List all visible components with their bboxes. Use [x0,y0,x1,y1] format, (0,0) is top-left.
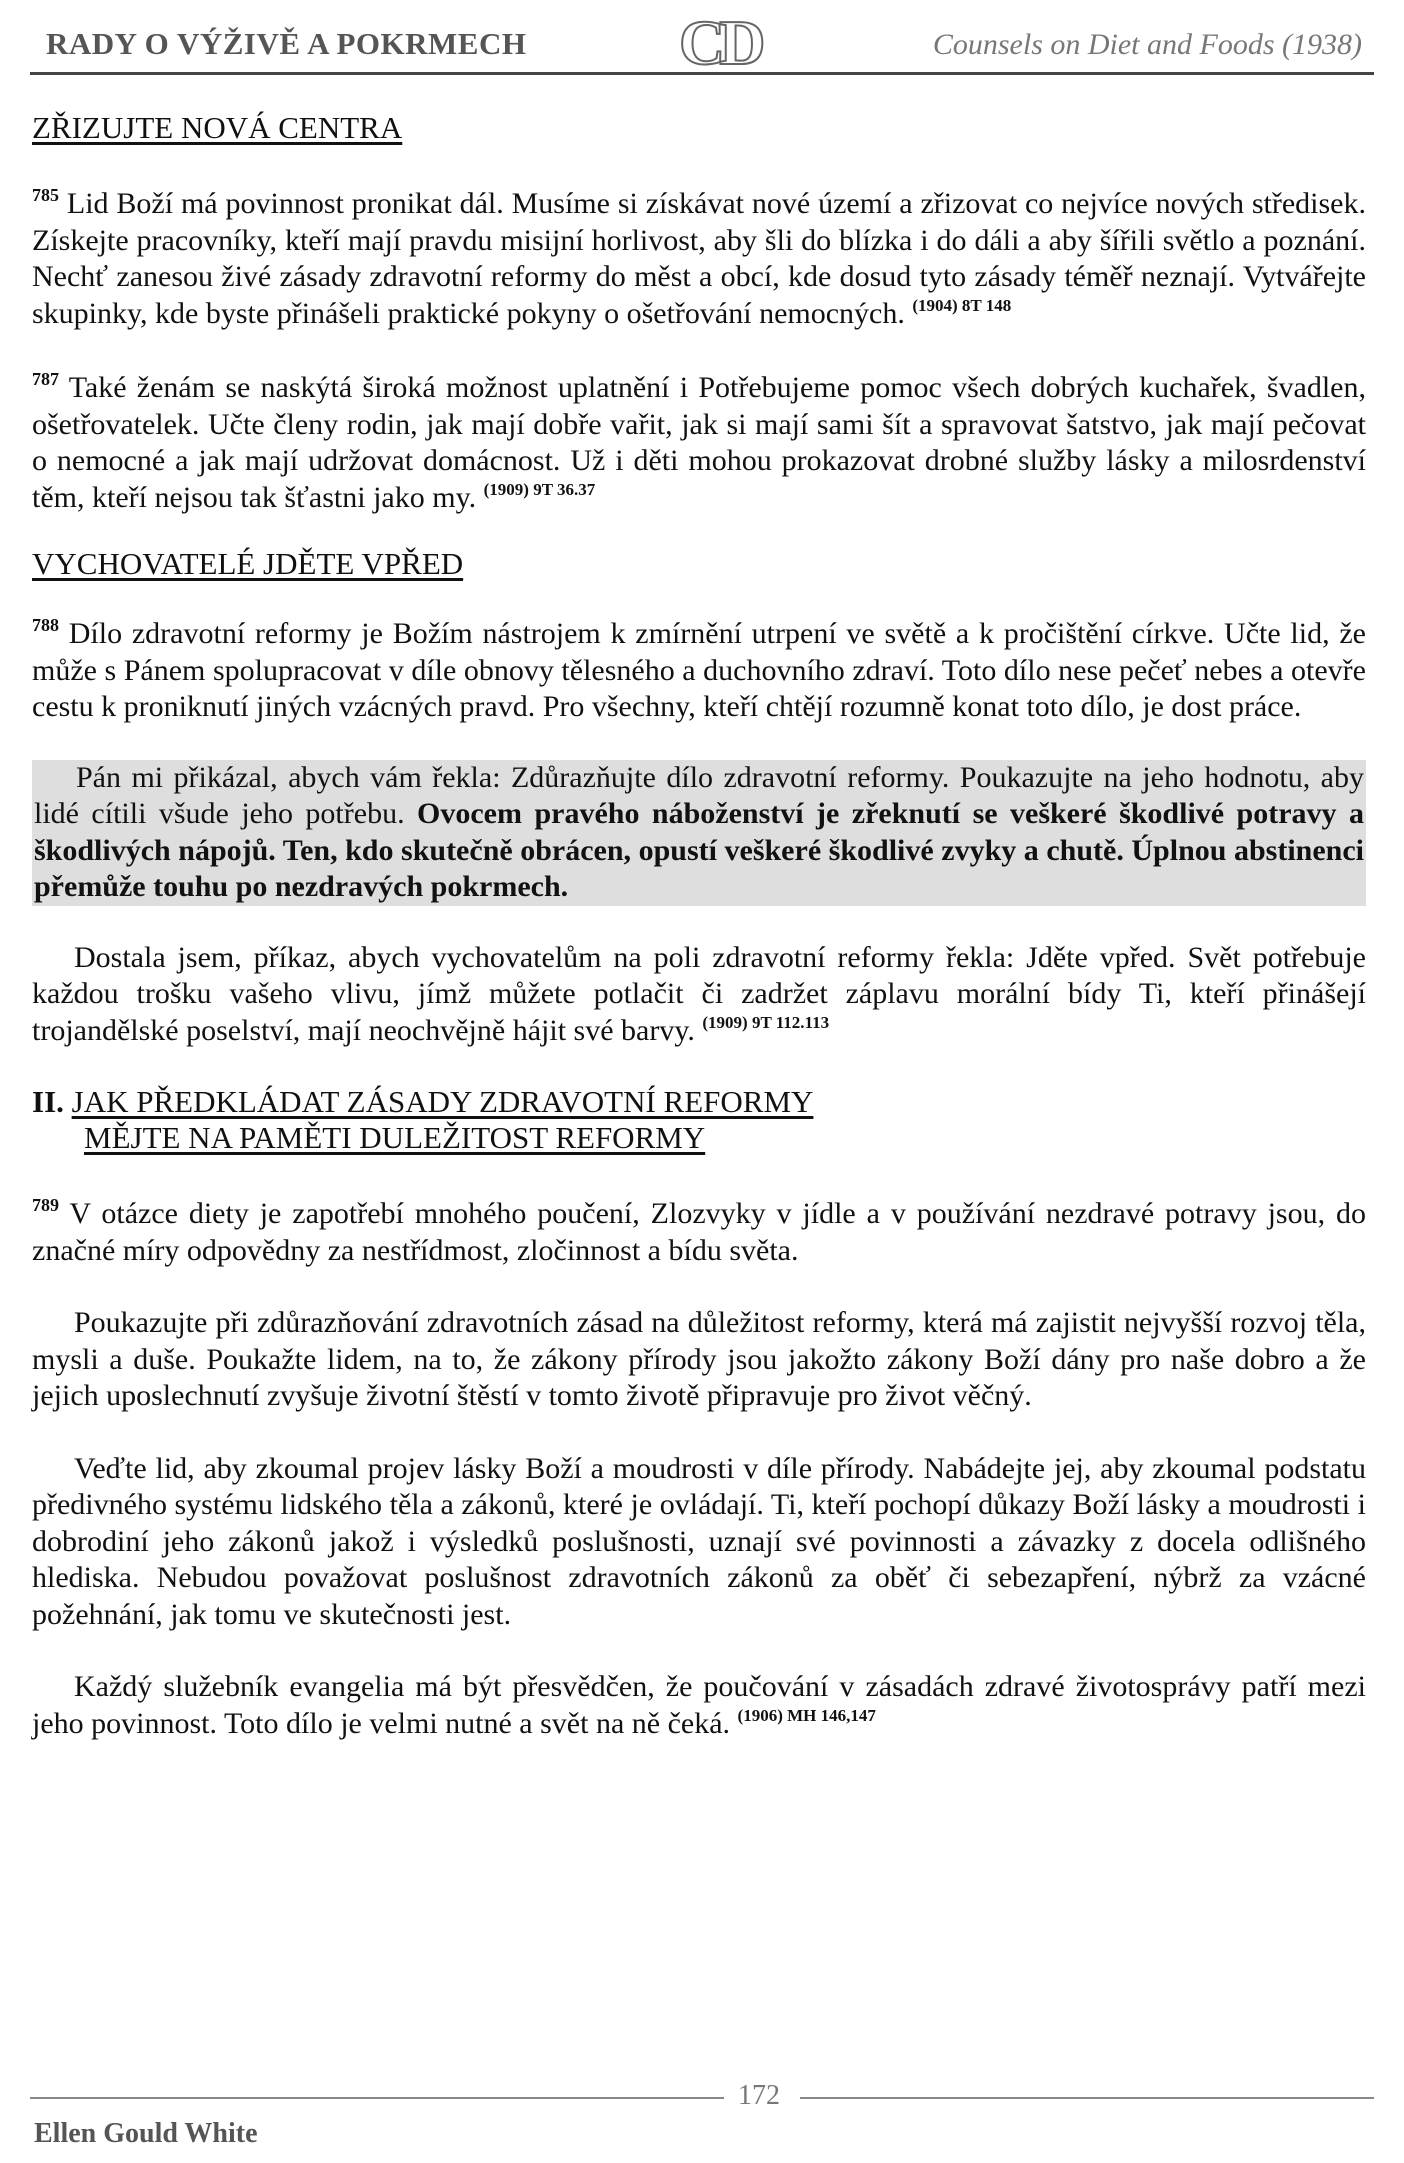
roman-numeral: II. [32,1084,64,1119]
quote-emphasis: Ovocem pravého náboženství je zřeknutí se veškeré škodlivé potravy a škodlivých nápojů. Ten, kdo skutečně obrácen, opustí veškeré škodlivé zvyky a chutě. Úplnou abstinenci přemůže touhu po nezdravých pokrmech. [34,797,1365,903]
paragraph-every-minister [32,1669,1366,1742]
paragraph-text: Lid Boží má povinnost pronikat dál. Musíme si získávat nové území a zřizovat co nejvíce nových středisek. Získejte pracovníky, kteří mají pravdu misijní horlivost, aby šli do blízka i do dáli a aby šířili světlo a poznání. Nechť zanesou živé zásady zdravotní reformy do měst a obcí, kde dosud tyto zásady téměř neznají. Vytvářejte skupinky, kde byste přinášeli praktické pokyny o ošetřování nemocných. [32,187,1366,330]
paragraph-lead-people: Veďte lid, aby zkoumal projev lásky Boží a moudrosti v díle přírody. Nabádejte jej, aby zkoumal podstatu předivného systému lidského těla a zákonů, které je ovládají. Ti, kteří pochopí důkazy Boží lásky a moudrosti i dobrodiní jeho zákonů jakož i výsledků poslušnosti, uznají své povinnosti a závazky z docela odlišného hlediska. Nebudou považovat poslušnost zdravotních zákonů za oběť či sebezapření, nýbrž za vzácné požehnání, jak tomu ve skutečnosti jest. [32,1451,1366,1631]
paragraph-point-out: Poukazujte při zdůrazňování zdravotních zásad na důležitost reformy, která má zajistit nejvyšší rozvoj těla, mysli a duše. Poukažte lidem, na to, že zákony přírody jsou jakožto zákony Boží dány pro naše dobro a že jejich uposlechnutí zvyšuje životní štěstí v tomto životě připravuje pro život věčný. [32,1306,1366,1412]
paragraph-787 [32,370,1366,516]
paragraph-text: Dostala jsem, příkaz, abych vychovatelům na poli zdravotní reformy řekla: Jděte vpřed. Svět potřebuje každou trošku vašeho vlivu, jímž můžete potlačit či zadržet záplavu morální bídy Ti, kteří přinášejí trojandělské poselství, mají neochvějně hájit své barvy. [32,940,1366,1047]
source-reference: (1909) 9T 36.37 [483,479,596,499]
paragraph-text: Také ženám se naskýtá široká možnost uplatnění i Potřebujeme pomoc všech dobrých kuchařek, švadlen, ošetřovatelek. Učte členy rodin, jak mají dobře vařit, jak si mají sami šít a spravovat šatstvo, jak mají pečovat o nemocné a jak mají udržovat domácnost. Už i děti mohou prokazovat drobné služby lásky a milosrdenství těm, kteří nejsou tak šťastni jako my. [32,371,1366,514]
paragraph-number: 785 [32,185,59,205]
paragraph-text: V otázce diety je zapotřebí mnohého poučení, Zlozvyky v jídle a v používání nezdravé potravy jsou, do značné míry odpovědny za nestřídmost, zločinnost a bídu světa. [32,1197,1366,1267]
header-rule [30,72,1374,75]
footer-author: Ellen Gould White [34,2118,258,2149]
paragraph-785 [32,186,1366,332]
paragraph-text: Každý služebník evangelia má být přesvědčen, že poučování v zásadách zdravé životosprávy patří mezi jeho povinnost. Toto dílo je velmi nutné a svět na ně čeká. [32,1670,1366,1740]
highlighted-quote [32,760,1366,906]
heading-line-1: JAK PŘEDKLÁDAT ZÁSADY ZDRAVOTNÍ REFORMY [71,1084,814,1119]
paragraph-text: Dílo zdravotní reformy je Božím nástrojem k zmírnění utrpení ve světě a k pročištění církve. Učte lid, že může s Pánem spolupracovat v díle obnovy tělesného a duchovního zdraví. Toto dílo nese pečeť nebes a otevře cestu k proniknutí jiných vzácných pravd. Pro všechny, kteří chtějí rozumně konat toto dílo, je dost práce. [32,617,1366,723]
running-header-left: RADY O VÝŽIVĚ A POKRMECH [46,26,527,61]
section-heading-educators: VYCHOVATELÉ JDĚTE VPŘED [32,546,464,581]
source-reference: (1909) 9T 112.113 [702,1012,830,1032]
running-header-right: Counsels on Diet and Foods (1938) [932,28,1362,61]
footer-rule-left [30,2097,724,2099]
footer-rule-right [800,2097,1374,2099]
page-number: 172 [738,2080,780,2111]
paragraph-number: 788 [32,615,59,635]
paragraph-educators-forward [32,940,1366,1050]
source-reference: (1906) MH 146,147 [737,1705,876,1725]
main-content [32,110,1366,1742]
paragraph-788 [32,616,1366,726]
quote-text: Pán mi přikázal, abych vám řekla: Zdůrazňujte dílo zdravotní reformy. Poukazujte na jeho hodnotu, aby lidé cítili všude jeho potřebu. [34,760,1364,830]
paragraph-number: 787 [32,369,59,389]
heading-line-2: MĚJTE NA PAMĚTI DULEŽITOST REFORMY [84,1120,706,1155]
section-heading-new-centers: ZŘIZUJTE NOVÁ CENTRA [32,110,403,145]
cd-logo: CD [679,7,760,78]
paragraph-number: 789 [32,1195,59,1215]
section-heading-ii [32,1084,1366,1156]
source-reference: (1904) 8T 148 [912,295,1012,315]
paragraph-789 [32,1196,1366,1269]
